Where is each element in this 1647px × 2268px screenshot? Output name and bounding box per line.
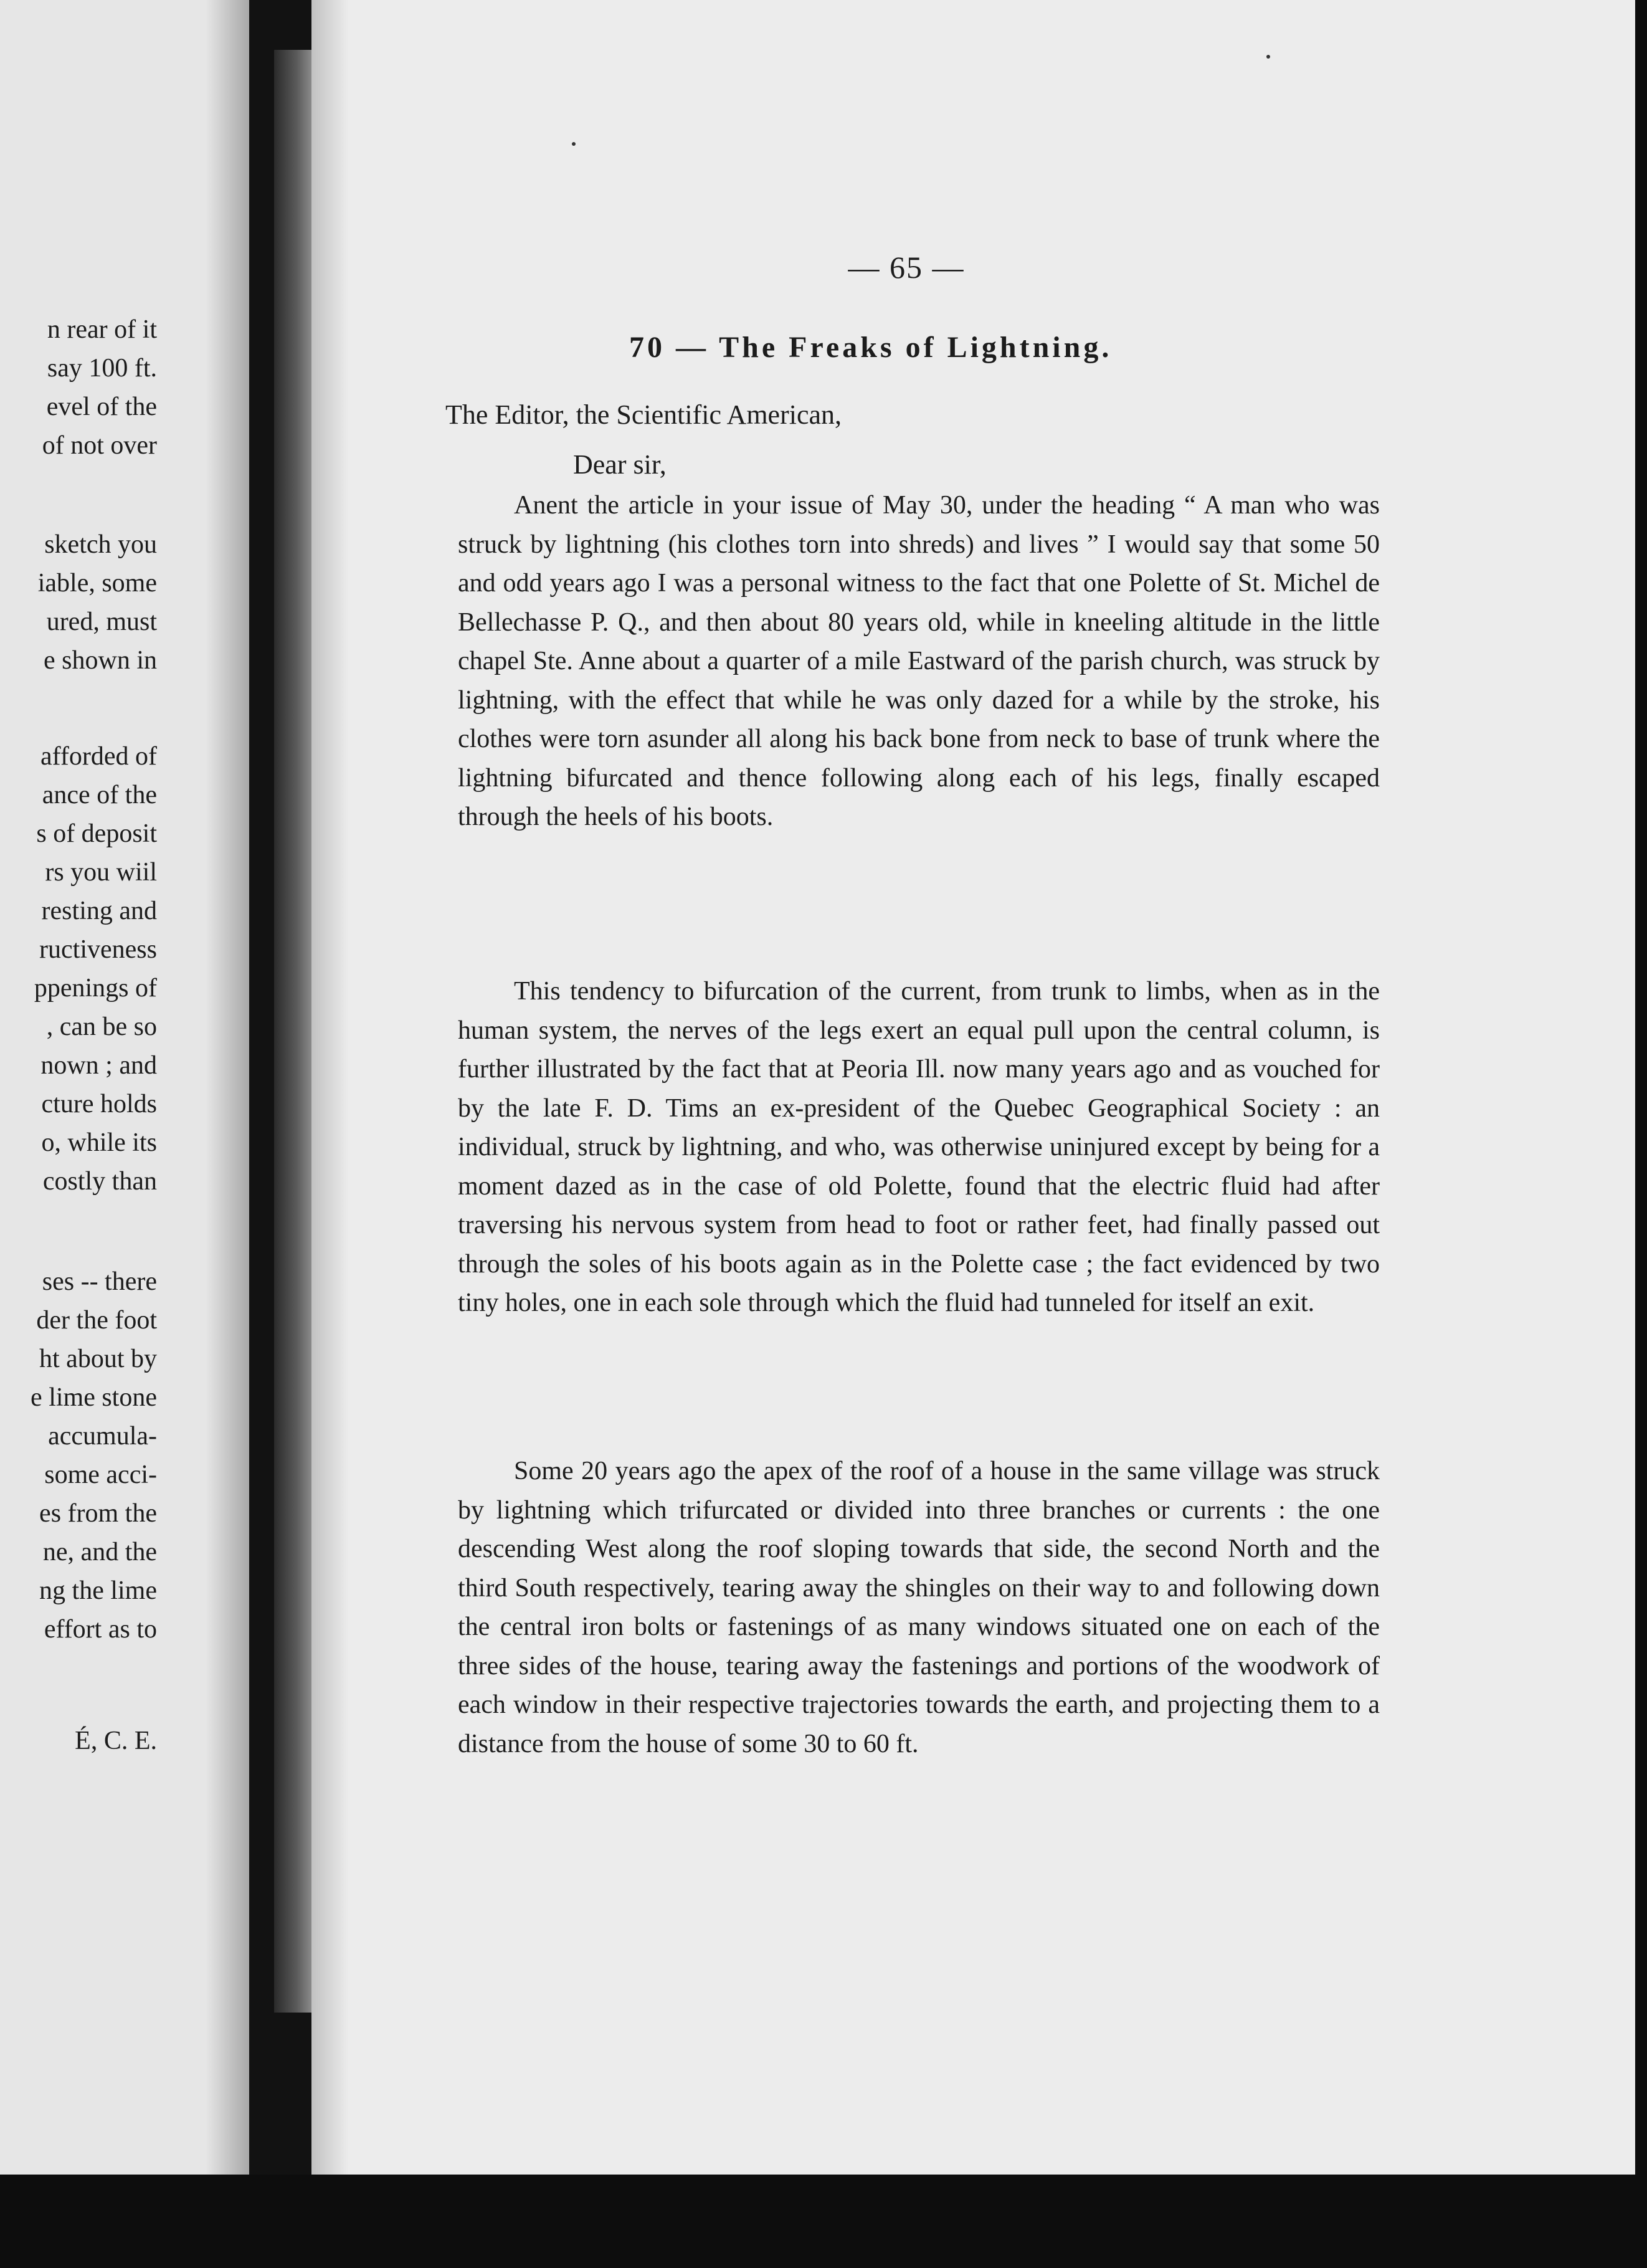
facing-page-line: evel of the (46, 393, 157, 421)
facing-page-line: e shown in (44, 646, 157, 675)
facing-page-line: costly than (42, 1167, 157, 1196)
greeting: Dear sir, (573, 449, 667, 480)
paragraph-2: This tendency to bifurcation of the current, from trunk to limbs, when as in the human system, the nerves of the legs exert an equal pull upon the central column, is further illustrated by the fact that at Peoria Ill. now many years ago and as vouched for by the late F. D. Tims an ex-president of the Quebec Geographical Society : an individual, struck by lightning, and who, was otherwise uninjured except by being for a moment dazed as in the case of old Polette, found that the electric fluid had after traversing his nervous system from head to foot or rather feet, had finally passed out through the soles of his boots again as in the Polette case ; the fact evidenced by two tiny holes, one in each sole through which the fluid had tunneled for itself an exit. (458, 977, 1380, 1317)
print-speck (1266, 55, 1270, 59)
facing-page-line: ne, and the (42, 1538, 157, 1566)
scan-border-right (1635, 0, 1647, 2268)
facing-page-line: n rear of it (47, 315, 157, 344)
facing-page-line: nown ; and (40, 1051, 157, 1080)
facing-page-line: sketch you (44, 530, 157, 559)
facing-page-line: der the foot (36, 1306, 157, 1335)
article-title: 70 — The Freaks of Lightning. (629, 331, 1113, 364)
facing-page-line: es from the (39, 1499, 157, 1528)
page-number: — 65 — (848, 250, 965, 285)
facing-page-line: ng the lime (39, 1576, 157, 1605)
main-page-shadow (311, 0, 349, 2175)
facing-page-line: of not over (42, 431, 157, 460)
facing-page-line: say 100 ft. (47, 354, 157, 383)
facing-page-line: accumula- (48, 1422, 157, 1451)
page-edge (274, 50, 311, 2013)
facing-page-line: effort as to (44, 1615, 157, 1644)
facing-page-line: ance of the (42, 781, 157, 809)
facing-page-line: s of deposit (36, 819, 157, 848)
facing-page-line: ppenings of (34, 974, 157, 1003)
facing-page-line: , can be so (46, 1012, 157, 1041)
facing-page-line: resting and (41, 897, 157, 925)
paragraph-3: Some 20 years ago the apex of the roof of a house in the same village was struck by lightning which trifurcated or divided into three branches or currents : the one descending West along the roof sloping towards that side, the second North and the third South respectively, tearing away the shingles on their way to and following down the central iron bolts or fastenings of as many windows situated one on each of the three sides of the house, tearing away the fastenings and portions of the woodwork of each window in their respective trajectories towards the earth, and projecting them to a distance from the house of some 30 to 60 ft. (458, 1457, 1380, 1758)
facing-page-line: ured, must (46, 608, 157, 636)
facing-page-line: ht about by (39, 1345, 157, 1373)
paragraph-1: Anent the article in your issue of May 30, under the heading “ A man who was struck by lightning (his clothes torn into shreds) and lives ” I would say that some 50 and odd years ago I was a personal witness to the fact that one Polette of St. Michel de Bellechasse P. Q., and then about 80 years old, while in kneeling altitude in the little chapel Ste. Anne about a quarter of a mile Eastward of the parish church, was struck by lightning, with the effect that while he was only dazed for a while by the stroke, his clothes were torn asunder all along his back bone from neck to base of trunk where the lightning bifurcated and thence following along each of his legs, finally escaped through the heels of his boots. (458, 491, 1380, 831)
facing-page-line: ses -- there (42, 1267, 157, 1296)
facing-page-line: some acci- (44, 1460, 157, 1489)
facing-page-line: iable, some (37, 569, 157, 598)
salutation: The Editor, the Scientific American, (445, 399, 842, 430)
facing-page-signature: É, C. E. (75, 1727, 157, 1755)
scan-border-bottom (0, 2175, 1647, 2268)
print-speck (572, 142, 576, 146)
facing-page-line: ructiveness (39, 935, 157, 964)
facing-page-line: rs you wiil (45, 858, 157, 887)
facing-page-line: afforded of (40, 742, 157, 771)
facing-page-line: e lime stone (31, 1383, 157, 1412)
facing-page-line: cture holds (41, 1090, 157, 1118)
facing-page-line: o, while its (41, 1128, 157, 1157)
